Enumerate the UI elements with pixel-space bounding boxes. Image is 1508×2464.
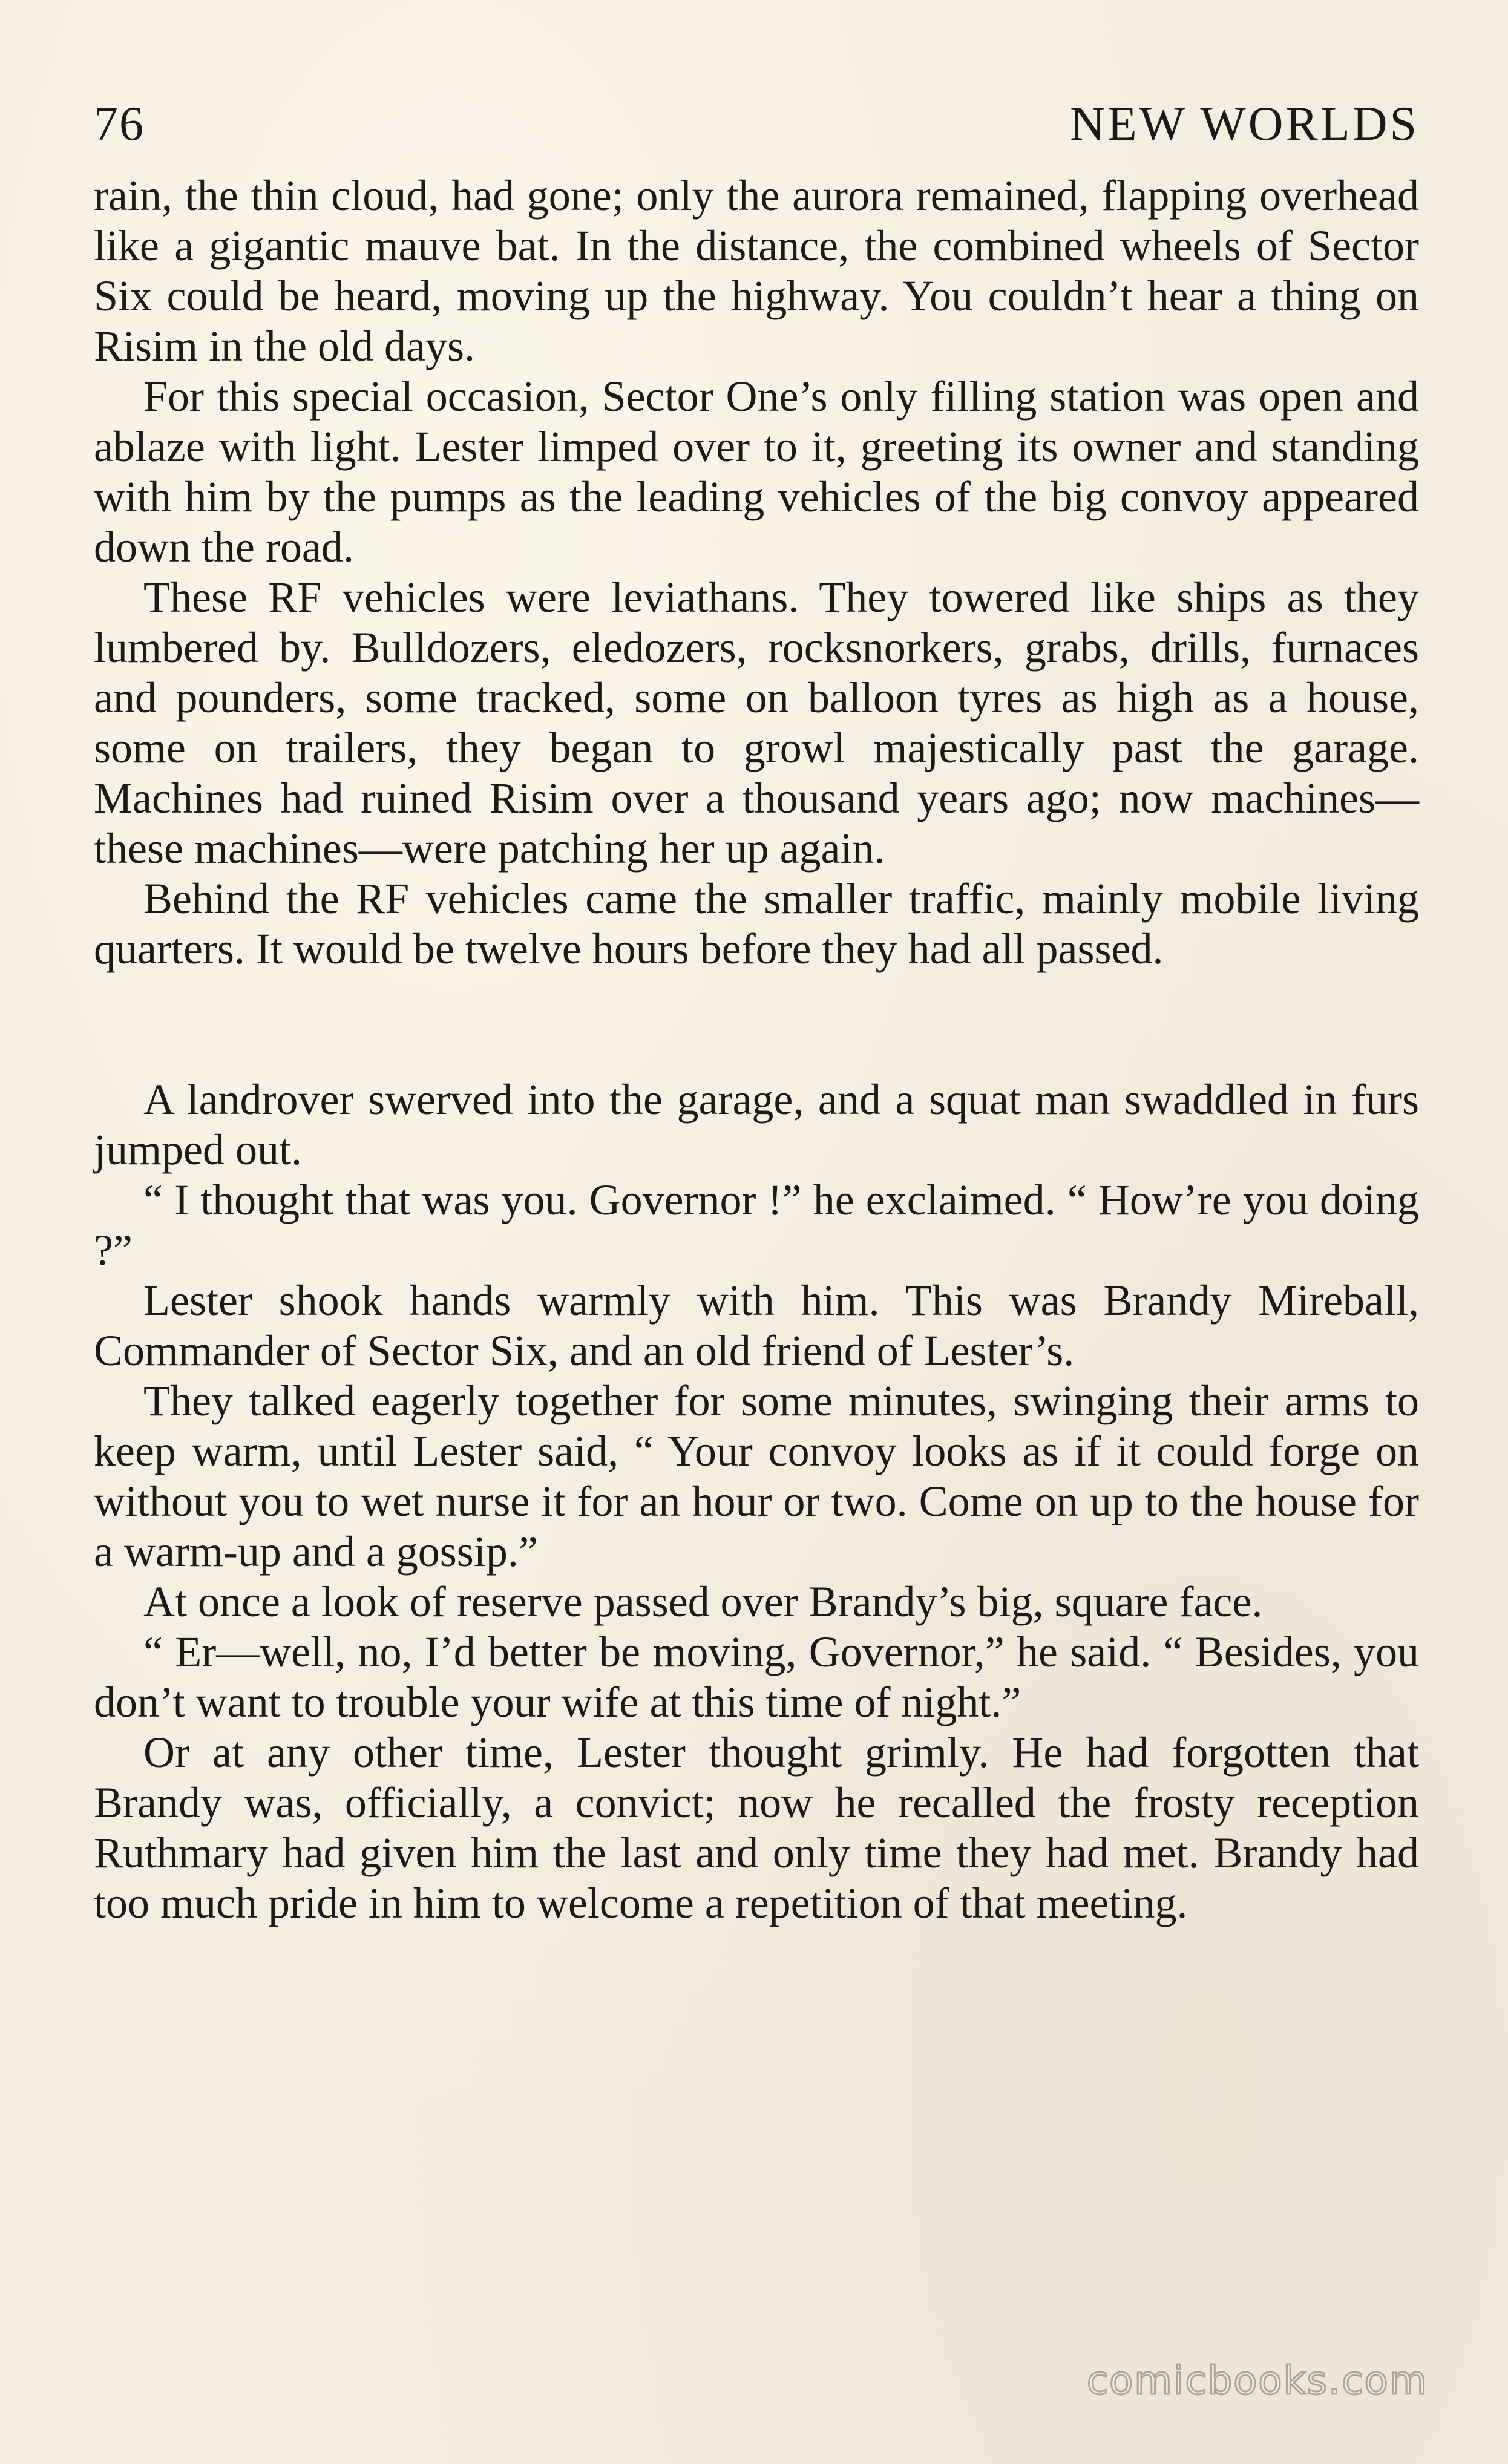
- page-number: 76: [94, 97, 145, 151]
- paragraph: Lester shook hands warmly with him. This was Brandy Mireball, Commander of Sector Six, and an old friend of Lester’s.: [94, 1276, 1419, 1375]
- body-text: [94, 171, 1419, 1928]
- paragraph: At once a look of reserve passed over Brandy’s big, square face.: [143, 1578, 1263, 1626]
- paragraph: Or at any other time, Lester thought grimly. He had forgotten that Brandy was, officially, a convict; now he recalled the frosty reception Ruthmary had given him the last and only time they had met. Brandy had too much pride in him to welcome a repetition of that meeting.: [94, 1728, 1419, 1927]
- section-break: [94, 974, 1419, 1075]
- paragraph: “ I thought that was you. Governor !” he exclaimed. “ How’re you doing ?”: [94, 1176, 1419, 1274]
- paragraph: They talked eagerly together for some minutes, swinging their arms to keep warm, until Lester said, “ Your convoy looks as if it could forge on without you to wet nurse it for an hour or two. Come on up to the house for a warm-up and a gossip.”: [94, 1377, 1419, 1576]
- paragraph: Behind the RF vehicles came the smaller traffic, mainly mobile living quarters. It would be twelve hours before they had all passed.: [94, 874, 1419, 973]
- running-head: NEW WORLDS: [1069, 97, 1419, 151]
- page-header: [94, 85, 1419, 163]
- paragraph: For this special occasion, Sector One’s only filling station was open and ablaze with light. Lester limped over to it, greeting its owner and standing with him by the pumps as the leading vehicles of the big convoy appeared down the road.: [94, 372, 1419, 571]
- book-page: [94, 85, 1419, 1928]
- paragraph: These RF vehicles were leviathans. They towered like ships as they lumbered by. Bulldozers, eledozers, rocksnorkers, grabs, drills, furnaces and pounders, some tracked, some on balloon tyres as high as a house, some on trailers, they began to growl majestically past the garage. Machines had ruined Risim over a thousand years ago; now machines—these machines—were patching her up again.: [94, 573, 1419, 873]
- watermark-logo: comicbooks.com: [1086, 2359, 1428, 2403]
- paragraph: A landrover swerved into the garage, and a squat man swaddled in furs jumped out.: [94, 1075, 1419, 1174]
- paragraph: rain, the thin cloud, had gone; only the aurora remained, flapping overhead like a gigantic mauve bat. In the distance, the combined wheels of Sector Six could be heard, moving up the highway. You couldn’t hear a thing on Risim in the old days.: [94, 171, 1419, 370]
- paragraph: “ Er—well, no, I’d better be moving, Governor,” he said. “ Besides, you don’t want to trouble your wife at this time of night.”: [94, 1628, 1419, 1726]
